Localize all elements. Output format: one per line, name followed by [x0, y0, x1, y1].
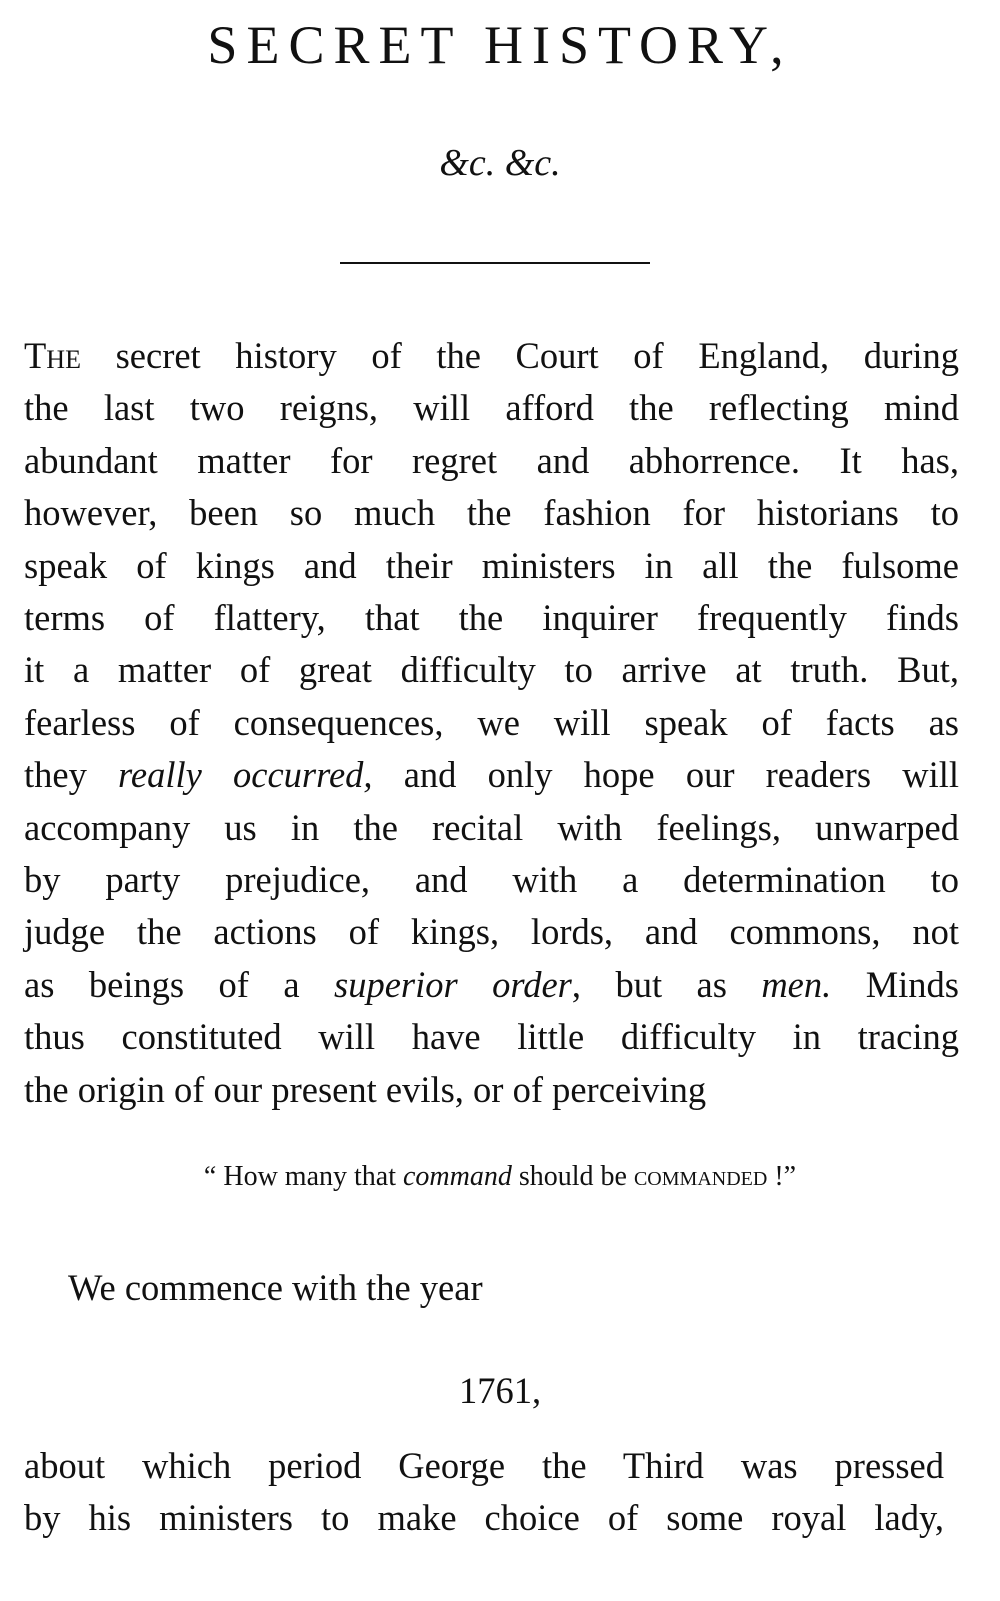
text-line: the origin of our present evils, or of perceiving [24, 1068, 707, 1110]
emphasis: really occurred, [118, 754, 373, 796]
text-line: as beings of a superior order, but as men. Minds [24, 963, 959, 1005]
text-line: The secret history of the Court of England, during [24, 335, 959, 376]
text-line: speak of kings and their ministers in all the fulsome [24, 544, 959, 586]
text-line: they really occurred, and only hope our readers will [24, 754, 959, 796]
text-line: accompany us in the recital with feelings, unwarped [24, 806, 959, 848]
paragraph-intro [24, 330, 959, 1116]
text-line: fearless of consequences, we will speak of facts as [24, 701, 959, 743]
small-caps-word: commanded [633, 1161, 768, 1192]
text-line: judge the actions of kings, lords, and commons, not [24, 911, 959, 953]
emphasis: superior order [334, 963, 572, 1005]
commence-line: We commence with the year [68, 1267, 483, 1308]
subtitle-etc: &c. &c. [439, 142, 561, 184]
block-quote: “ How many that command should be commanded !” [203, 1161, 797, 1192]
page-title: SECRET HISTORY, [207, 15, 793, 75]
text-line: abundant matter for regret and abhorrence. It has, [24, 439, 959, 481]
emphasis: men. [761, 963, 832, 1005]
text-line: terms of flattery, that the inquirer frequently finds [24, 597, 959, 639]
text-line: by party prejudice, and with a determination to [24, 859, 959, 901]
paragraph-continuation [24, 1440, 944, 1544]
text-line: about which period George the Third was pressed [24, 1445, 944, 1486]
text-line: by his ministers to make choice of some royal lady, [24, 1497, 944, 1538]
text-line: the last two reigns, will afford the reflecting mind [24, 387, 959, 429]
text-line: it a matter of great difficulty to arrive at truth. But, [24, 649, 959, 691]
section-divider [340, 262, 650, 264]
text-line: thus constituted will have little difficulty in tracing [24, 1016, 959, 1058]
year-heading: 1761, [458, 1370, 542, 1411]
text-line: however, been so much the fashion for historians to [24, 492, 959, 534]
emphasis: command [402, 1161, 512, 1192]
lead-word: The [24, 335, 81, 376]
